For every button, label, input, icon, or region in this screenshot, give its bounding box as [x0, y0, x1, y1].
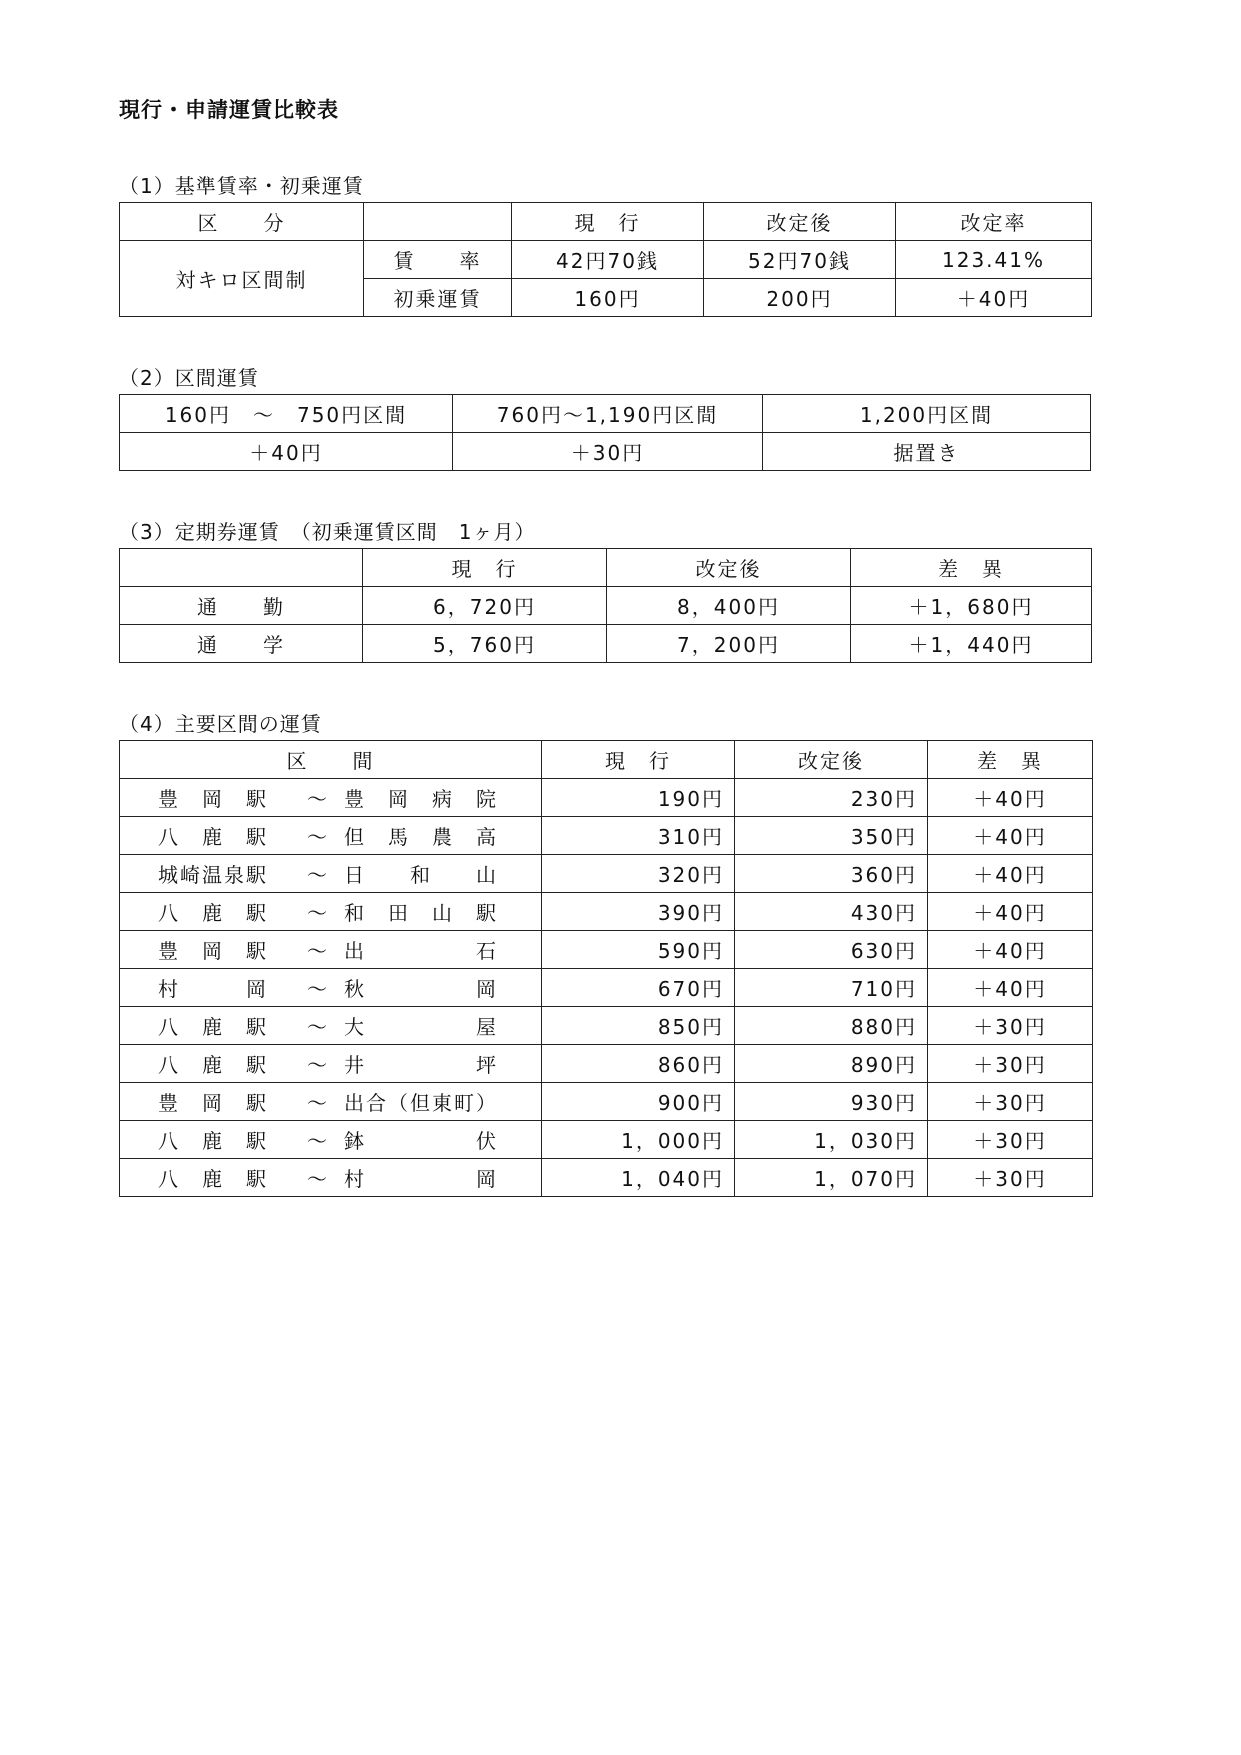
- revised-value: 710円: [735, 969, 928, 1007]
- route-to: 但 馬 農 高: [344, 825, 498, 849]
- route-to: 豊 岡 病 院: [344, 787, 498, 811]
- row-label: 賃 率: [364, 241, 512, 279]
- current-value: 860円: [542, 1045, 735, 1083]
- page-title: 現行・申請運賃比較表: [119, 98, 339, 122]
- table-header-row: [120, 549, 1092, 587]
- revised-value: 890円: [735, 1045, 928, 1083]
- diff-value: ＋1，680円: [851, 587, 1092, 625]
- fare-system-cell: 対キロ区間制: [120, 241, 364, 317]
- current-value: 390円: [542, 893, 735, 931]
- current-value: 850円: [542, 1007, 735, 1045]
- revised-value: 430円: [735, 893, 928, 931]
- current-value: 160円: [512, 279, 704, 317]
- revised-value: 8，400円: [607, 587, 851, 625]
- route-from: 城崎温泉駅: [158, 863, 268, 887]
- row-label: 通 勤: [120, 587, 363, 625]
- section-1-heading: （1）基準賃率・初乗運賃: [119, 174, 364, 198]
- current-value: 900円: [542, 1083, 735, 1121]
- revised-value: 360円: [735, 855, 928, 893]
- base-rate-table: [119, 202, 1092, 317]
- current-value: 5，760円: [363, 625, 607, 663]
- route-cell: [120, 1045, 542, 1083]
- route-to: 井 坪: [344, 1053, 498, 1077]
- header-revised: 改定後: [704, 203, 896, 241]
- table-row: [120, 931, 1093, 969]
- table-row: [120, 395, 1091, 433]
- row-label: 初乗運賃: [364, 279, 512, 317]
- diff-value: ＋40円: [928, 893, 1093, 931]
- header-blank: [364, 203, 512, 241]
- row-label: 通 学: [120, 625, 363, 663]
- route-from: 八 鹿 駅: [158, 1053, 268, 1077]
- route-to: 出合（但東町）: [344, 1091, 498, 1115]
- table-row: [120, 855, 1093, 893]
- commuter-pass-table: [119, 548, 1092, 663]
- tilde-separator: ～: [307, 939, 329, 963]
- header-kubun: 区 分: [120, 203, 364, 241]
- diff-value: ＋40円: [928, 931, 1093, 969]
- header-blank: [120, 549, 363, 587]
- change-cell: 据置き: [763, 433, 1091, 471]
- table-row: [120, 817, 1093, 855]
- table-row: [120, 969, 1093, 1007]
- header-diff: 差 異: [928, 741, 1093, 779]
- table-row: [120, 893, 1093, 931]
- route-cell: [120, 779, 542, 817]
- route-to: 秋 岡: [344, 977, 498, 1001]
- table-header-row: [120, 741, 1093, 779]
- rate-value: 123.41%: [896, 241, 1092, 279]
- tilde-separator: ～: [307, 1091, 329, 1115]
- current-value: 6，720円: [363, 587, 607, 625]
- tilde-separator: ～: [307, 1129, 329, 1153]
- route-from: 豊 岡 駅: [158, 787, 268, 811]
- tilde-separator: ～: [307, 825, 329, 849]
- diff-value: ＋30円: [928, 1121, 1093, 1159]
- current-value: 670円: [542, 969, 735, 1007]
- route-from: 八 鹿 駅: [158, 1167, 268, 1191]
- table-row: [120, 779, 1093, 817]
- route-from: 八 鹿 駅: [158, 825, 268, 849]
- route-from: 村 岡: [158, 977, 268, 1001]
- route-to: 和 田 山 駅: [344, 901, 498, 925]
- table-row: [120, 625, 1092, 663]
- header-current: 現 行: [542, 741, 735, 779]
- section-3-heading: （3）定期券運賃 （初乗運賃区間 1ヶ月）: [119, 520, 536, 544]
- header-revised: 改定後: [735, 741, 928, 779]
- route-to: 村 岡: [344, 1167, 498, 1191]
- change-cell: ＋40円: [120, 433, 453, 471]
- route-cell: [120, 969, 542, 1007]
- revised-value: 230円: [735, 779, 928, 817]
- current-value: 1，040円: [542, 1159, 735, 1197]
- revised-value: 200円: [704, 279, 896, 317]
- route-cell: [120, 893, 542, 931]
- current-value: 310円: [542, 817, 735, 855]
- table-row: [120, 1045, 1093, 1083]
- route-cell: [120, 817, 542, 855]
- diff-value: ＋40円: [928, 779, 1093, 817]
- route-cell: [120, 855, 542, 893]
- diff-value: ＋40円: [928, 969, 1093, 1007]
- tilde-separator: ～: [307, 787, 329, 811]
- route-to: 出 石: [344, 939, 498, 963]
- diff-value: ＋1，440円: [851, 625, 1092, 663]
- route-cell: [120, 1121, 542, 1159]
- revised-value: 880円: [735, 1007, 928, 1045]
- header-section: 区 間: [120, 741, 542, 779]
- table-header-row: [120, 203, 1092, 241]
- route-from: 八 鹿 駅: [158, 1015, 268, 1039]
- diff-value: ＋40円: [928, 817, 1093, 855]
- revised-value: 630円: [735, 931, 928, 969]
- section-4-heading: （4）主要区間の運賃: [119, 712, 322, 736]
- diff-value: ＋30円: [928, 1159, 1093, 1197]
- route-to: 大 屋: [344, 1015, 498, 1039]
- route-to: 鉢 伏: [344, 1129, 498, 1153]
- header-diff: 差 異: [851, 549, 1092, 587]
- table-row: [120, 433, 1091, 471]
- header-current: 現 行: [512, 203, 704, 241]
- route-cell: [120, 1083, 542, 1121]
- table-row: [120, 1083, 1093, 1121]
- route-from: 八 鹿 駅: [158, 1129, 268, 1153]
- tilde-separator: ～: [307, 1053, 329, 1077]
- table-row: [120, 241, 1092, 279]
- table-row: [120, 1159, 1093, 1197]
- revised-value: 1，070円: [735, 1159, 928, 1197]
- revised-value: 7，200円: [607, 625, 851, 663]
- revised-value: 350円: [735, 817, 928, 855]
- current-value: 590円: [542, 931, 735, 969]
- current-value: 320円: [542, 855, 735, 893]
- route-cell: [120, 1007, 542, 1045]
- tilde-separator: ～: [307, 1015, 329, 1039]
- rate-value: ＋40円: [896, 279, 1092, 317]
- route-from: 八 鹿 駅: [158, 901, 268, 925]
- band-cell: 760円～1,190円区間: [453, 395, 763, 433]
- revised-value: 1，030円: [735, 1121, 928, 1159]
- revised-value: 52円70銭: [704, 241, 896, 279]
- route-to: 日 和 山: [344, 863, 498, 887]
- band-cell: 1,200円区間: [763, 395, 1091, 433]
- tilde-separator: ～: [307, 1167, 329, 1191]
- table-row: [120, 1007, 1093, 1045]
- diff-value: ＋30円: [928, 1083, 1093, 1121]
- tilde-separator: ～: [307, 863, 329, 887]
- current-value: 42円70銭: [512, 241, 704, 279]
- diff-value: ＋30円: [928, 1007, 1093, 1045]
- major-section-fare-table: [119, 740, 1093, 1197]
- route-from: 豊 岡 駅: [158, 1091, 268, 1115]
- current-value: 190円: [542, 779, 735, 817]
- tilde-separator: ～: [307, 977, 329, 1001]
- route-from: 豊 岡 駅: [158, 939, 268, 963]
- header-current: 現 行: [363, 549, 607, 587]
- route-rows: [120, 779, 1093, 1197]
- header-revised: 改定後: [607, 549, 851, 587]
- change-cell: ＋30円: [453, 433, 763, 471]
- route-cell: [120, 931, 542, 969]
- band-cell: 160円 ～ 750円区間: [120, 395, 453, 433]
- table-row: [120, 1121, 1093, 1159]
- diff-value: ＋40円: [928, 855, 1093, 893]
- route-cell: [120, 1159, 542, 1197]
- diff-value: ＋30円: [928, 1045, 1093, 1083]
- header-rate: 改定率: [896, 203, 1092, 241]
- table-row: [120, 587, 1092, 625]
- section-fare-table: [119, 394, 1091, 471]
- tilde-separator: ～: [307, 901, 329, 925]
- revised-value: 930円: [735, 1083, 928, 1121]
- current-value: 1，000円: [542, 1121, 735, 1159]
- section-2-heading: （2）区間運賃: [119, 366, 259, 390]
